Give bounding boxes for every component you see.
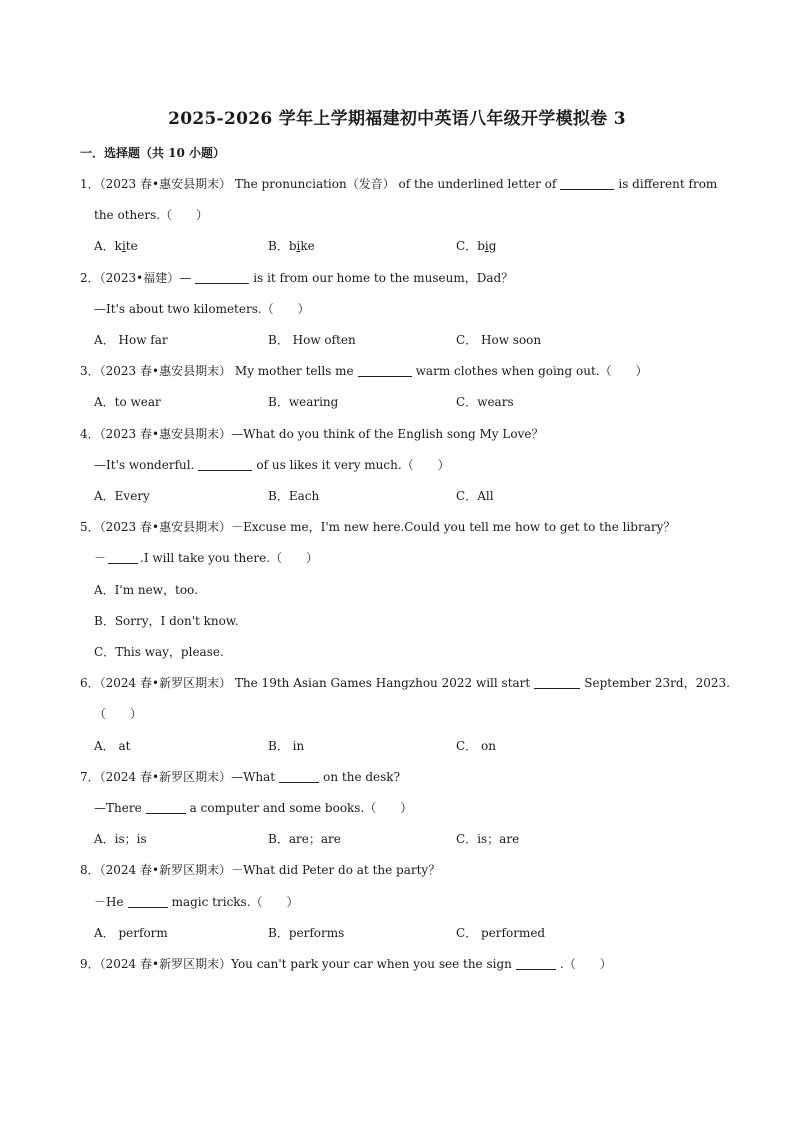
question-3-stem: 3．（2023 春•惠安县期末） My mother tells me warm clothes when going out.（ ） [80, 364, 648, 378]
question-8-stem: 8．（2024 春•新罗区期末）－What did Peter do at the party？ [80, 863, 441, 877]
section-heading: 一．选择题（共 10 小题） [80, 146, 226, 160]
answer-blank [108, 551, 138, 564]
answer-blank [560, 177, 614, 190]
answer-blank [128, 895, 168, 908]
question-6-option-b[interactable]: B． in [268, 739, 305, 753]
question-3-option-c[interactable]: C．wears [456, 395, 514, 409]
question-2-continuation: —It's about two kilometers.（ ） [94, 302, 310, 316]
question-2-option-a[interactable]: A． How far [94, 333, 168, 347]
question-4-continuation: —It's wonderful. of us likes it very much.（ ） [94, 458, 450, 472]
page-title: 2025-2026 学年上学期福建初中英语八年级开学模拟卷 3 [168, 109, 626, 129]
question-3-option-b[interactable]: B．wearing [268, 395, 339, 409]
question-6-stem: 6．（2024 春•新罗区期末） The 19th Asian Games Hangzhou 2022 will start September 23rd，2023. [80, 676, 730, 690]
question-4-option-a[interactable]: A．Every [94, 489, 150, 503]
question-8-continuation: －He magic tricks.（ ） [94, 895, 299, 909]
question-9-stem: 9．（2024 春•新罗区期末）You can't park your car when you see the sign .（ ） [80, 957, 612, 971]
question-4-option-b[interactable]: B．Each [268, 489, 320, 503]
answer-blank [146, 801, 186, 814]
question-2-stem: 2．（2023•福建）— is it from our home to the museum，Dad？ [80, 271, 514, 285]
question-7-option-a[interactable]: A．is；is [94, 832, 147, 846]
question-4-stem: 4．（2023 春•惠安县期末）—What do you think of the English song My Love？ [80, 427, 544, 441]
question-1-option-c[interactable]: C．big [456, 239, 497, 253]
question-1-stem: 1．（2023 春•惠安县期末） The pronunciation（发音） of the underlined letter of is different from [80, 177, 718, 191]
question-8-option-a[interactable]: A． perform [94, 926, 168, 940]
question-1-continuation: the others.（ ） [94, 208, 209, 222]
question-8-option-b[interactable]: B．performs [268, 926, 345, 940]
question-7-option-c[interactable]: C．is；are [456, 832, 520, 846]
question-1-option-a[interactable]: A．kite [94, 239, 138, 253]
question-7-option-b[interactable]: B．are；are [268, 832, 341, 846]
answer-blank [195, 271, 249, 284]
question-6-continuation: （ ） [94, 707, 143, 721]
question-7-stem: 7．（2024 春•新罗区期末）—What on the desk? [80, 770, 401, 784]
question-1-option-b[interactable]: B．bike [268, 239, 315, 253]
question-8-option-c[interactable]: C． performed [456, 926, 546, 940]
question-5-continuation: － .I will take you there.（ ） [94, 551, 319, 565]
question-5-option-b[interactable]: B．Sorry，I don't know. [94, 614, 239, 628]
question-5-option-a[interactable]: A．I'm new，too. [94, 583, 198, 597]
question-3-option-a[interactable]: A．to wear [94, 395, 161, 409]
answer-blank [279, 770, 319, 783]
question-6-option-a[interactable]: A． at [94, 739, 131, 753]
question-4-option-c[interactable]: C．All [456, 489, 494, 503]
question-5-stem: 5．（2023 春•惠安县期末）－Excuse me，I'm new here.Could you tell me how to get to the library？ [80, 520, 676, 534]
answer-blank [516, 957, 556, 970]
answer-blank [534, 676, 580, 689]
question-6-option-c[interactable]: C． on [456, 739, 496, 753]
question-2-option-b[interactable]: B． How often [268, 333, 356, 347]
question-7-continuation: —There a computer and some books.（ ） [94, 801, 413, 815]
answer-blank [198, 458, 252, 471]
question-2-option-c[interactable]: C． How soon [456, 333, 542, 347]
question-5-option-c[interactable]: C．This way，please. [94, 645, 224, 659]
answer-blank [358, 364, 412, 377]
